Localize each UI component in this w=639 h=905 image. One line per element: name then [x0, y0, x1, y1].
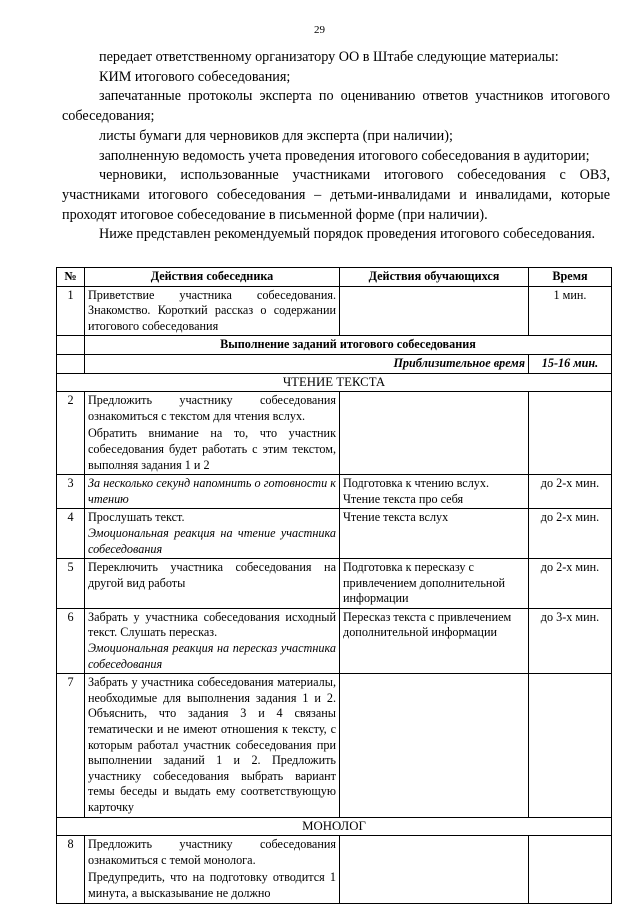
action-line: Забрать у участника собеседования исходный текст. Слушать пересказ. — [88, 609, 336, 640]
approx-time-value: 15-16 мин. — [529, 354, 612, 373]
stage-row — [57, 817, 612, 836]
empty-cell — [57, 354, 85, 373]
student-action — [340, 286, 529, 336]
table-row — [57, 836, 612, 903]
intro-paragraph: передает ответственному организатору ОО в Штабе следующие материалы: — [99, 49, 559, 65]
student-action — [340, 674, 529, 817]
intro-paragraph: Ниже представлен рекомендуемый порядок проведения итогового собеседования. — [99, 226, 596, 243]
header-num: № — [57, 268, 85, 287]
time-cell — [529, 836, 612, 903]
action-line: Предложить участнику собеседования ознакомиться с темой монолога. — [88, 837, 336, 867]
section-title-row — [57, 336, 612, 355]
page-number: 29 — [314, 24, 325, 36]
table-row — [57, 559, 612, 609]
row-number: 1 — [57, 286, 85, 336]
action-line: Эмоциональная реакция на чтение участника собеседования — [88, 525, 336, 556]
student-action: Чтение текста вслух — [340, 509, 529, 559]
intro-text — [62, 48, 610, 245]
table-row — [57, 286, 612, 336]
time-cell: до 3-х мин. — [529, 608, 612, 673]
table-row — [57, 608, 612, 673]
time-cell: до 2-х мин. — [529, 559, 612, 609]
interviewer-action — [85, 608, 340, 673]
student-action: Подготовка к чтению вслух. Чтение текста про себя — [340, 475, 529, 509]
student-action: Подготовка к пересказу с привлечением дополнительной информации — [340, 559, 529, 609]
row-number: 7 — [57, 674, 85, 817]
empty-cell — [57, 336, 85, 355]
intro-paragraph: листы бумаги для черновиков для эксперта (при наличии); — [99, 127, 453, 144]
header-student-actions: Действия обучающихся — [340, 268, 529, 287]
intro-paragraph: черновики, использованные участниками итогового собеседования с ОВЗ, участниками итогового собеседования – детьми-инвалидами и инвалидами, которые проходят итоговое собеседование в письменной форме (при наличии). — [62, 167, 610, 223]
time-cell: до 2-х мин. — [529, 475, 612, 509]
table-row — [57, 674, 612, 817]
interviewer-action — [85, 392, 340, 475]
interviewer-action: Забрать у участника собеседования материалы, необходимые для выполнения задания 1 и 2. Объяснить, что задания 3 и 4 связаны тематически и не имеют отношения к тексту, с которым работал участник собеседования при выполнении заданий 1 и 2. Предложить участнику собеседования выбрать вариант темы беседы и выдать ему соответствующую карточку — [85, 674, 340, 817]
stage-title-monologue: МОНОЛОГ — [57, 817, 612, 836]
table-row — [57, 392, 612, 475]
row-number: 4 — [57, 509, 85, 559]
stage-title-reading: ЧТЕНИЕ ТЕКСТА — [57, 373, 612, 392]
header-time: Время — [529, 268, 612, 287]
table-header-row — [57, 268, 612, 287]
action-line: Обратить внимание на то, что участник собеседования будет работать с этим текстом, выполняя задания 1 и 2 — [88, 426, 336, 472]
row-number: 6 — [57, 608, 85, 673]
interviewer-action: Приветствие участника собеседования. Знакомство. Короткий рассказ о содержании итогового собеседования — [85, 286, 340, 336]
approx-time-row — [57, 354, 612, 373]
row-number: 8 — [57, 836, 85, 903]
time-cell — [529, 392, 612, 475]
row-number: 5 — [57, 559, 85, 609]
action-line: Предупредить, что на подготовку отводится 1 минута, а высказывание не должно — [88, 870, 336, 900]
interviewer-action: За несколько секунд напомнить о готовности к чтению — [85, 475, 340, 509]
interviewer-action — [85, 509, 340, 559]
time-cell — [529, 674, 612, 817]
row-number: 2 — [57, 392, 85, 475]
stage-row — [57, 373, 612, 392]
time-cell: 1 мин. — [529, 286, 612, 336]
intro-paragraph: заполненную ведомость учета проведения итогового собеседования в аудитории; — [99, 147, 590, 164]
table-row — [57, 475, 612, 509]
row-number: 3 — [57, 475, 85, 509]
approx-time-label: Приблизительное время — [85, 354, 529, 373]
action-line: Предложить участнику собеседования ознакомиться с текстом для чтения вслух. — [88, 393, 336, 423]
student-action: Пересказ текста с привлечением дополнительной информации — [340, 608, 529, 673]
interviewer-action — [85, 836, 340, 903]
action-line: Прослушать текст. — [88, 510, 185, 525]
intro-paragraph: запечатанные протоколы эксперта по оцениванию ответов участников итогового собеседования; — [62, 88, 610, 125]
intro-paragraph: КИМ итогового собеседования; — [99, 68, 291, 85]
procedure-table — [56, 267, 612, 904]
table-row — [57, 509, 612, 559]
student-action — [340, 836, 529, 903]
header-interviewer-actions: Действия собеседника — [85, 268, 340, 287]
interviewer-action: Переключить участника собеседования на другой вид работы — [85, 559, 340, 609]
section-title: Выполнение заданий итогового собеседования — [85, 336, 612, 355]
student-action — [340, 392, 529, 475]
action-line: Эмоциональная реакция на пересказ участника собеседования — [88, 641, 336, 671]
time-cell: до 2-х мин. — [529, 509, 612, 559]
